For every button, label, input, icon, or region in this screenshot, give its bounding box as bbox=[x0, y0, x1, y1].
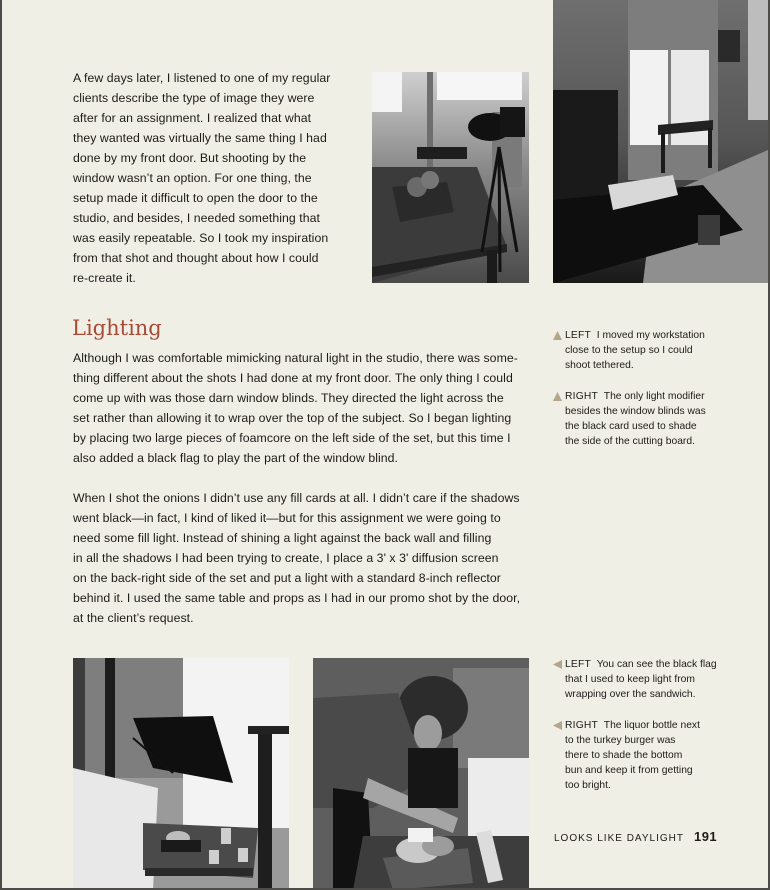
text-line: was easily repeatable. So I took my inspiration bbox=[73, 231, 329, 245]
caption-bottom-right bbox=[553, 718, 728, 793]
body-paragraph-2 bbox=[73, 488, 533, 628]
caption-line: besides the window blinds was bbox=[565, 406, 706, 417]
text-line: window wasn’t an option. For one thing, the bbox=[73, 171, 312, 185]
text-line: Although I was comfortable mimicking natural light in the studio, there was some- bbox=[73, 351, 518, 365]
page-footer bbox=[554, 829, 717, 844]
text-line: come up with was those darn window blinds. They directed the light across the bbox=[73, 391, 504, 405]
text-line: by placing two large pieces of foamcore on the left side of the set, but this time I bbox=[73, 431, 511, 445]
text-line: they wanted was virtually the same thing I had bbox=[73, 131, 327, 145]
caption-line: that I used to keep light from bbox=[565, 674, 695, 685]
caption-line: too bright. bbox=[565, 780, 611, 791]
text-line: When I shot the onions I didn’t use any fill cards at all. I didn’t care if the shadows bbox=[73, 491, 520, 505]
text-line: at the client’s request. bbox=[73, 611, 194, 625]
text-line: A few days later, I listened to one of my regular bbox=[73, 71, 331, 85]
caption-line bbox=[553, 389, 728, 404]
text-line: on the back-right side of the set and put a light with a standard 8-inch reflector bbox=[73, 571, 501, 585]
caption-top-left bbox=[553, 328, 728, 373]
caption-line: the black card used to shade bbox=[565, 421, 697, 432]
text-line: after for an assignment. I realized that what bbox=[73, 111, 312, 125]
caption-text: The liquor bottle next bbox=[603, 720, 700, 731]
intro-paragraph bbox=[73, 68, 358, 288]
photo-camera-tripod bbox=[372, 72, 529, 283]
text-line: re-create it. bbox=[73, 271, 136, 285]
caption-label: LEFT bbox=[565, 659, 591, 670]
caption-line bbox=[553, 718, 728, 733]
left-triangle-icon bbox=[553, 721, 562, 730]
caption-line: to the turkey burger was bbox=[565, 735, 676, 746]
text-line: also added a black flag to play the part of the window blind. bbox=[73, 451, 399, 465]
caption-text: You can see the black flag bbox=[596, 659, 717, 670]
caption-line bbox=[553, 657, 728, 672]
caption-label: LEFT bbox=[565, 330, 591, 341]
photo-workstation bbox=[553, 0, 768, 283]
caption-text: The only light modifier bbox=[603, 391, 705, 402]
page-number: 191 bbox=[693, 829, 718, 844]
caption-text: I moved my workstation bbox=[596, 330, 705, 341]
body-paragraph-1 bbox=[73, 348, 533, 468]
caption-line: there to shade the bottom bbox=[565, 750, 683, 761]
caption-line: close to the setup so I could bbox=[565, 345, 693, 356]
section-heading: Lighting bbox=[72, 316, 162, 340]
running-title: LOOKS LIKE DAYLIGHT bbox=[554, 833, 684, 844]
caption-line: shoot tethered. bbox=[565, 360, 634, 371]
caption-label: RIGHT bbox=[565, 391, 599, 402]
up-triangle-icon bbox=[553, 392, 562, 401]
text-line: clients describe the type of image they were bbox=[73, 91, 315, 105]
caption-line: wrapping over the sandwich. bbox=[565, 689, 696, 700]
photo-photographer bbox=[313, 658, 529, 890]
text-line: behind it. I used the same table and props as I had in our promo shot by the door, bbox=[73, 591, 521, 605]
text-line: went black—in fact, I kind of liked it—but for this assignment we were going to bbox=[73, 511, 501, 525]
photo-flag-setup bbox=[73, 658, 289, 890]
left-triangle-icon bbox=[553, 660, 562, 669]
text-line: need some fill light. Instead of shining a light against the back wall and filling bbox=[73, 531, 492, 545]
caption-label: RIGHT bbox=[565, 720, 599, 731]
text-line: thing different about the shots I had done at my front door. The only thing I could bbox=[73, 371, 513, 385]
text-line: studio, and besides, I needed something that bbox=[73, 211, 320, 225]
text-line: set rather than allowing it to wrap over the top of the subject. So I began lighting bbox=[73, 411, 512, 425]
caption-line bbox=[553, 328, 728, 343]
text-line: in all the shadows I had been trying to create, I place a 3' x 3' diffusion screen bbox=[73, 551, 499, 565]
caption-line: the side of the cutting board. bbox=[565, 436, 695, 447]
up-triangle-icon bbox=[553, 331, 562, 340]
caption-line: bun and keep it from getting bbox=[565, 765, 693, 776]
caption-top-right bbox=[553, 389, 728, 449]
text-line: done by my front door. But shooting by the bbox=[73, 151, 307, 165]
text-line: setup made it difficult to open the door to the bbox=[73, 191, 318, 205]
caption-bottom-left bbox=[553, 657, 728, 702]
text-line: from that shot and thought about how I could bbox=[73, 251, 319, 265]
